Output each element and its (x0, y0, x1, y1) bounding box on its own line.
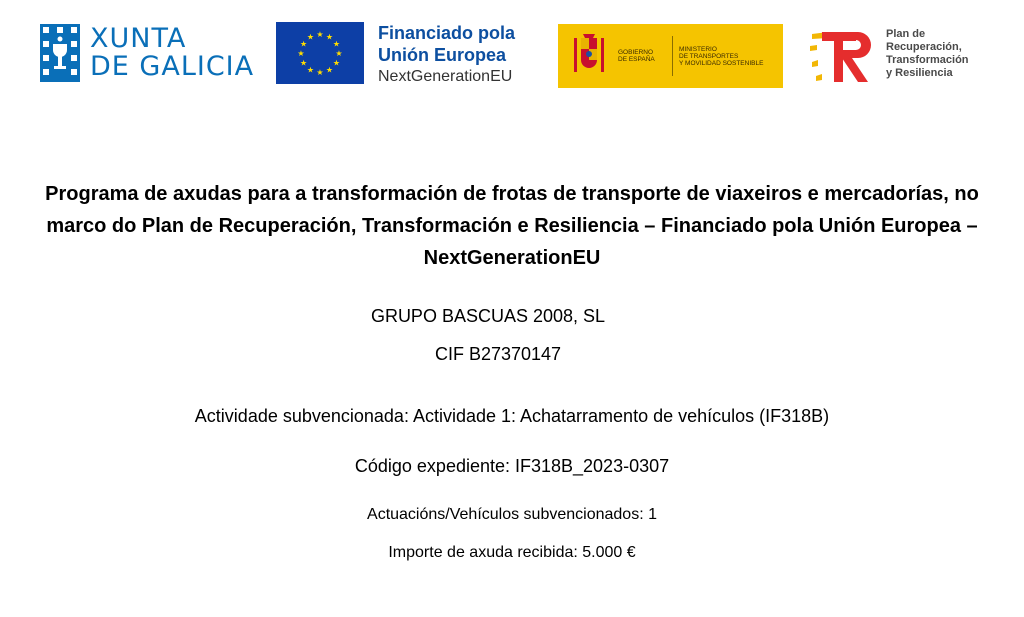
subsidized-activity: Actividade subvencionada: Actividade 1: Achatarramento de vehículos (IF318B) (194, 406, 830, 426)
eu-star-icon: ★ (297, 49, 305, 58)
eu-star-icon: ★ (325, 65, 334, 75)
company-cif: CIF B27370147 (434, 344, 562, 364)
eu-star-icon: ★ (316, 30, 324, 39)
eu-star-icon: ★ (306, 65, 315, 75)
eu-line3: NextGenerationEU (378, 68, 513, 85)
eu-star-icon: ★ (299, 58, 308, 68)
company-name: GRUPO BASCUAS 2008, SL (370, 306, 606, 326)
prtr-line2: Recuperación, (886, 41, 962, 53)
prtr-line4: y Resiliencia (886, 67, 953, 79)
prtr-line1: Plan de (886, 28, 926, 40)
eu-flag-icon (276, 22, 364, 84)
spain-coat-of-arms-icon (570, 32, 608, 80)
gobierno-espana-logo (558, 24, 783, 88)
ministerio-line1: MINISTERIO (679, 45, 717, 53)
xunta-shield-icon (40, 24, 80, 82)
file-code: Código expediente: IF318B_2023-0307 (354, 456, 670, 476)
eu-star-icon: ★ (332, 39, 341, 49)
eu-star-icon: ★ (332, 58, 341, 68)
eu-star-icon: ★ (299, 39, 308, 49)
prtr-monogram-icon (808, 28, 878, 86)
program-title: Programa de axudas para a transformación de frotas de transporte de viaxeiros e mercadorías, no marco do Plan de Recuperación, Transformación e Resiliencia – Financiado pola Unión Europea – NextGenerationEU (45, 183, 979, 269)
eu-line2: Unión Europea (378, 45, 507, 65)
eu-star-icon: ★ (325, 32, 334, 42)
plan-recuperacion-logo (808, 28, 969, 86)
aid-amount: Importe de axuda recibida: 5.000 € (388, 544, 636, 561)
eu-funding-logo (276, 22, 515, 88)
xunta-galicia-logo (40, 24, 254, 82)
eu-star-icon: ★ (306, 32, 315, 42)
eu-line1: Financiado pola (378, 23, 516, 43)
gobierno-line1: GOBIERNO (618, 49, 654, 56)
prtr-line3: Transformación (886, 54, 969, 66)
ministerio-line2: DE TRANSPORTES (679, 52, 739, 60)
gobierno-line2: DE ESPAÑA (618, 56, 655, 63)
gobierno-divider (672, 36, 673, 76)
xunta-line2: DE GALICIA (90, 51, 255, 82)
logo-bar (0, 0, 1024, 110)
eu-star-icon: ★ (335, 49, 343, 58)
eu-star-icon: ★ (316, 68, 324, 77)
ministerio-line3: Y MOVILIDAD SOSTENIBLE (679, 59, 764, 67)
subsidized-vehicles: Actuacións/Vehículos subvencionados: 1 (367, 506, 657, 523)
xunta-line1: XUNTA (90, 23, 187, 54)
